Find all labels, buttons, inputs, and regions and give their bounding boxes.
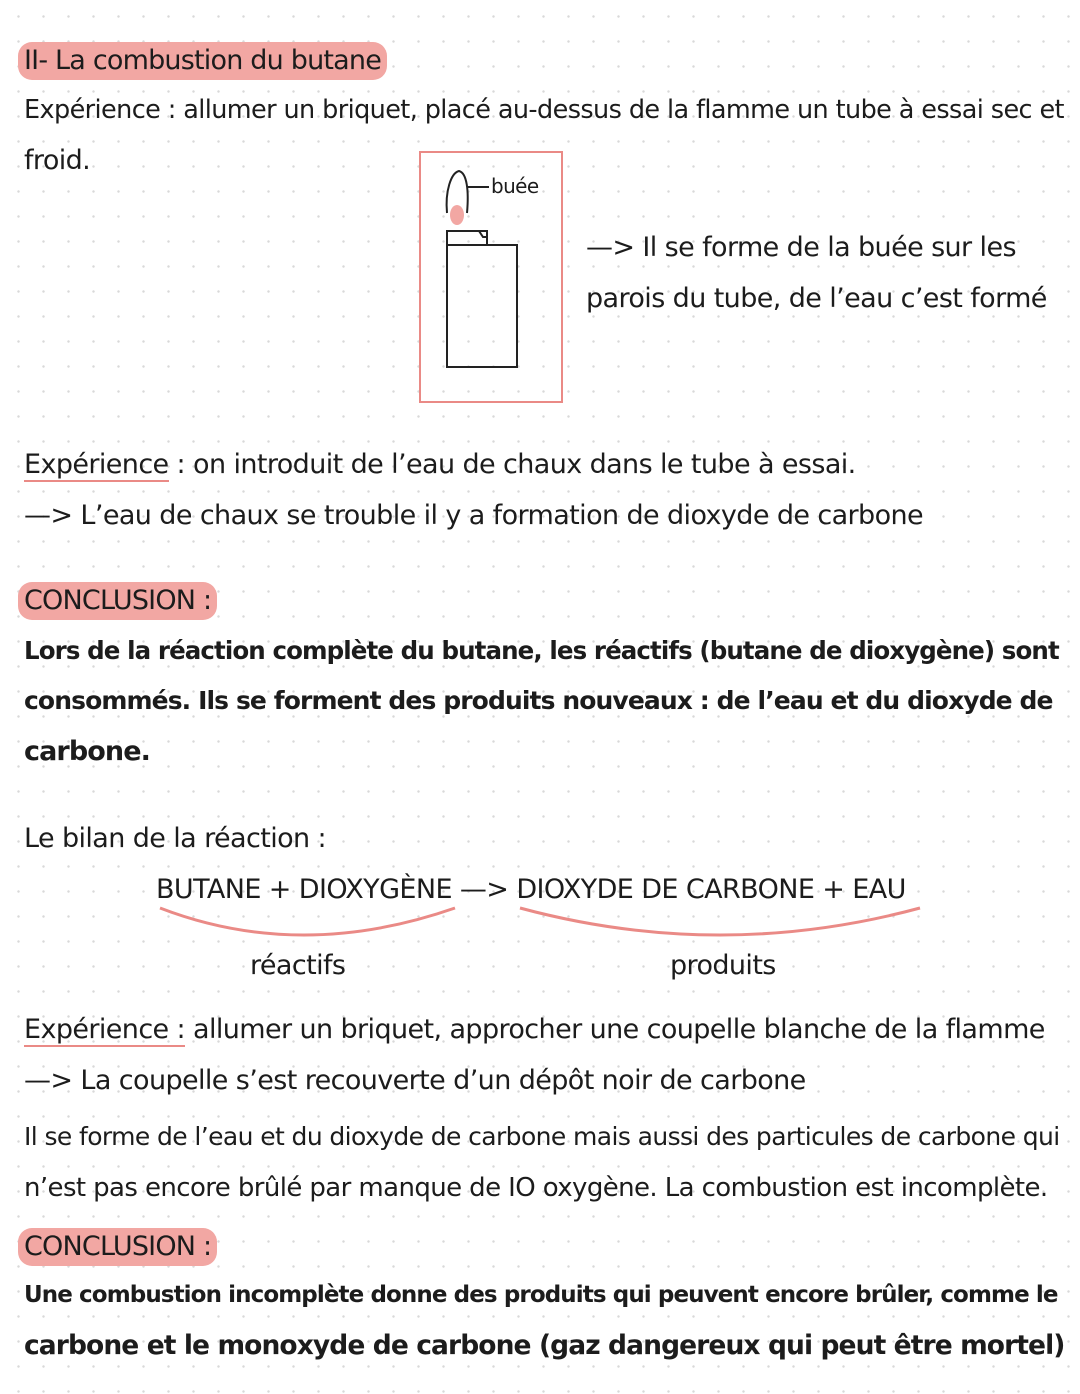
experiment-3-para-line1: Il se forme de l’eau et du dioxyde de carbone mais aussi des particules de carbone qui — [24, 1122, 1060, 1151]
conclusion-1-line3: carbone. — [24, 736, 151, 767]
reactants-brace — [160, 908, 455, 935]
experiment-3-label: Expérience : — [24, 1014, 186, 1045]
experiment-1-result-line2: parois du tube, de l’eau c’est formé — [586, 283, 1047, 314]
conclusion-1-line1: Lors de la réaction complète du butane, les réactifs (butane de dioxygène) sont — [24, 636, 1059, 665]
section-title: II- La combustion du butane — [18, 42, 387, 80]
experiment-1-line2: froid. — [24, 145, 91, 176]
experiment-1-result-line1: —> Il se forme de la buée sur les — [586, 232, 1016, 263]
experiment-1-label: Expérience : — [24, 95, 176, 125]
bilan-arrow: —> — [459, 874, 509, 905]
experiment-1-text: allumer un briquet, placé au-dessus de la flamme un tube à essai sec et — [175, 95, 1064, 125]
experiment-3-text: allumer un briquet, approcher une coupelle blanche de la flamme — [185, 1014, 1045, 1045]
bilan-braces — [0, 900, 1080, 950]
bilan-reactants: BUTANE + DIOXYGÈNE — [156, 874, 452, 905]
experiment-2-label: Expérience — [24, 449, 169, 480]
conclusion-2-title: CONCLUSION : — [18, 1228, 217, 1266]
bilan-products: DIOXYDE DE CARBONE + EAU — [516, 874, 906, 905]
diagram-label-buee: buée — [491, 174, 539, 198]
conclusion-2-line2: carbone et le monoxyde de carbone (gaz dangereux qui peut être mortel) — [24, 1330, 1065, 1361]
products-label: produits — [670, 950, 776, 981]
flame-icon — [450, 205, 464, 225]
experiment-2-line — [24, 449, 856, 480]
conclusion-2-line1: Une combustion incomplète donne des produits qui peuvent encore brûler, comme le — [24, 1282, 1058, 1308]
products-brace — [520, 908, 920, 935]
conclusion-1-title: CONCLUSION : — [18, 582, 217, 620]
experiment-3-line — [24, 1014, 1045, 1045]
conclusion-1-line2: consommés. Ils se forment des produits nouveaux : de l’eau et du dioxyde de — [24, 686, 1053, 715]
experiment-3-result: —> La coupelle s’est recouverte d’un dépôt noir de carbone — [24, 1065, 806, 1096]
reactants-label: réactifs — [250, 950, 346, 981]
bilan-label: Le bilan de la réaction : — [24, 823, 327, 854]
lighter-body — [447, 245, 517, 367]
experiment-2-result: —> L’eau de chaux se trouble il y a formation de dioxyde de carbone — [24, 500, 924, 531]
experiment-1-line1 — [24, 95, 1064, 125]
experiment-3-para-line2: n’est pas encore brûlé par manque de IO oxygène. La combustion est incomplète. — [24, 1173, 1048, 1203]
experiment-2-text: : on introduit de l’eau de chaux dans le tube à essai. — [168, 449, 856, 480]
